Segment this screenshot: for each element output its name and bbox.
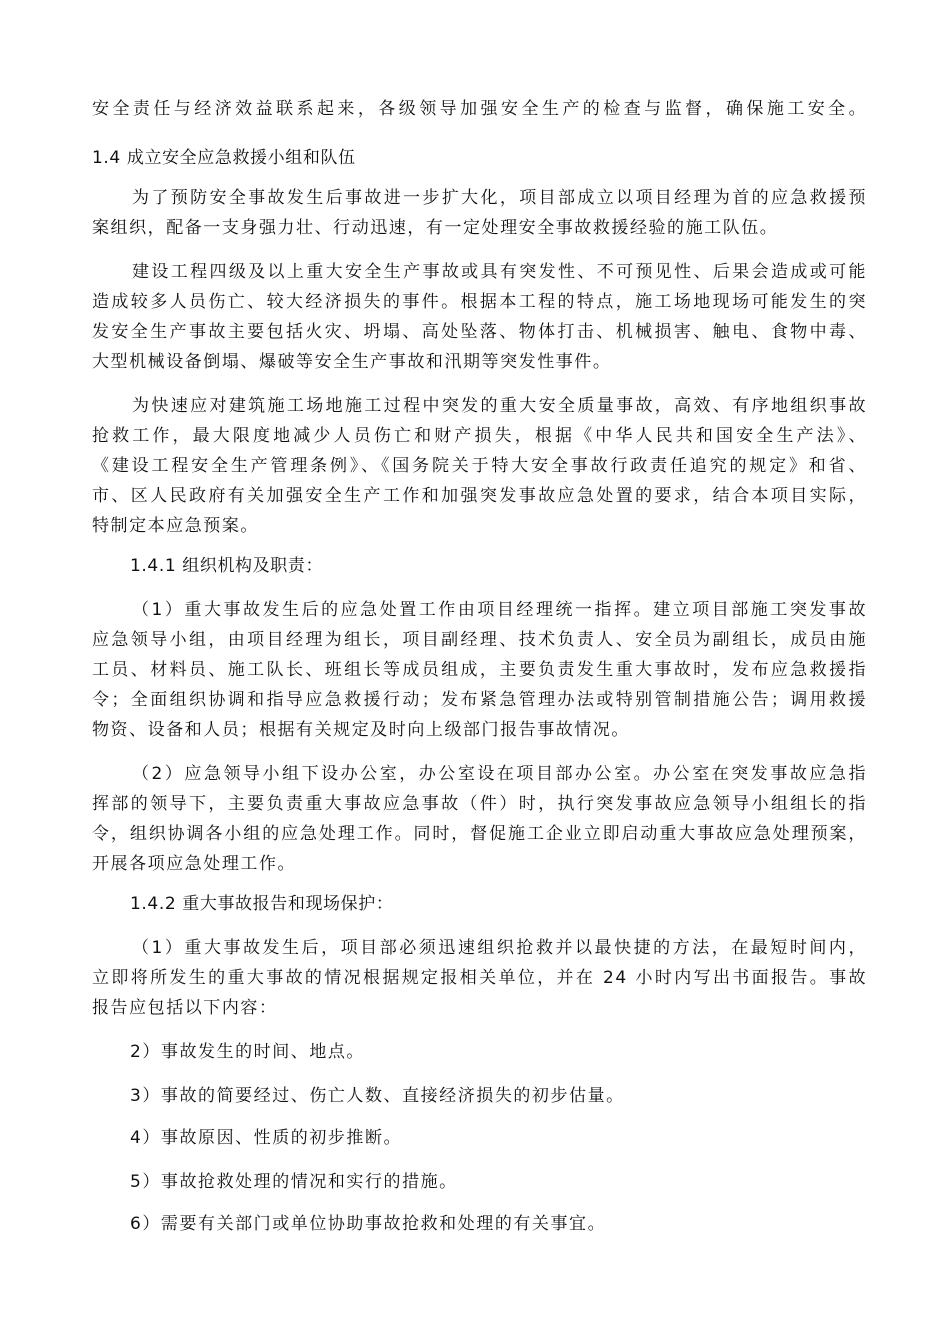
paragraph-line: 令，组织协调各小组的应急处理工作。同时，督促施工企业立即启动重大事故应急处理预案， — [92, 824, 867, 844]
paragraph-line: （1）重大事故发生后的应急处置工作由项目经理统一指挥。建立项目部施工突发事故 — [132, 600, 867, 620]
paragraph-line: 抢救工作，最大限度地减少人员伤亡和财产损失，根据《中华人民共和国安全生产法》、 — [92, 426, 867, 446]
list-item: 4）事故原因、性质的初步推断。 — [130, 1128, 403, 1148]
paragraph-line: （2）应急领导小组下设办公室，办公室设在项目部办公室。办公室在突发事故应急指 — [132, 764, 867, 784]
paragraph-line: 为了预防安全事故发生后事故进一步扩大化，项目部成立以项目经理为首的应急救援预 — [132, 188, 867, 208]
paragraph-line: 开展各项应急处理工作。 — [92, 854, 297, 874]
list-item: 2）事故发生的时间、地点。 — [130, 1042, 365, 1062]
paragraph-line: 案组织，配备一支身强力壮、行动迅速，有一定处理安全事故救援经验的施工队伍。 — [92, 218, 779, 238]
section-heading: 1.4 成立安全应急救援小组和队伍 — [92, 148, 356, 168]
list-item: 6）需要有关部门或单位协助事故抢救和处理的有关事宜。 — [130, 1214, 607, 1234]
subsection-heading: 1.4.1 组织机构及职责： — [130, 556, 324, 576]
paragraph-line: 特制定本应急预案。 — [92, 516, 259, 536]
list-item: 3）事故的简要经过、伤亡人数、直接经济损失的初步估量。 — [130, 1086, 625, 1106]
paragraph-line: 《建设工程安全生产管理条例》、《国务院关于特大安全事故行政责任追究的规定》和省、 — [92, 456, 867, 476]
paragraph-line: 市、区人民政府有关加强安全生产工作和加强突发事故应急处置的要求，结合本项目实际， — [92, 486, 867, 506]
paragraph-line: 物资、设备和人员；根据有关规定及时向上级部门报告事故情况。 — [92, 720, 630, 740]
paragraph-line: 发安全生产事故主要包括火灾、坍塌、高处坠落、物体打击、机械损害、触电、食物中毒、 — [92, 322, 867, 342]
paragraph-line: 安全责任与经济效益联系起来，各级领导加强安全生产的检查与监督，确保施工安全。 — [92, 99, 867, 119]
paragraph-line: 为快速应对建筑施工场地施工过程中突发的重大安全质量事故，高效、有序地组织事故 — [132, 396, 867, 416]
paragraph-line: （1）重大事故发生后，项目部必须迅速组织抢救并以最快捷的方法，在最短时间内， — [132, 938, 867, 958]
paragraph-line: 令；全面组织协调和指导应急救援行动；发布紧急管理办法或特别管制措施公告；调用救援 — [92, 690, 867, 710]
paragraph-line: 报告应包括以下内容： — [92, 998, 278, 1018]
list-item: 5）事故抢救处理的情况和实行的措施。 — [130, 1172, 458, 1192]
paragraph-line: 应急领导小组，由项目经理为组长，项目副经理、技术负责人、安全员为副组长，成员由施 — [92, 630, 867, 650]
paragraph-line: 建设工程四级及以上重大安全生产事故或具有突发性、不可预见性、后果会造成或可能 — [132, 262, 867, 282]
paragraph-line: 大型机械设备倒塌、爆破等安全生产事故和汛期等突发性事件。 — [92, 352, 612, 372]
subsection-heading: 1.4.2 重大事故报告和现场保护： — [130, 894, 394, 914]
paragraph-line: 挥部的领导下，主要负责重大事故应急事故（件）时，执行突发事故应急领导小组组长的指 — [92, 794, 867, 814]
paragraph-line: 工员、材料员、施工队长、班组长等成员组成，主要负责发生重大事故时，发布应急救援指 — [92, 660, 867, 680]
paragraph-line: 造成较多人员伤亡、较大经济损失的事件。根据本工程的特点，施工场地现场可能发生的突 — [92, 292, 867, 312]
paragraph-line: 立即将所发生的重大事故的情况根据规定报相关单位，并在 24 小时内写出书面报告。事故 — [92, 968, 867, 988]
